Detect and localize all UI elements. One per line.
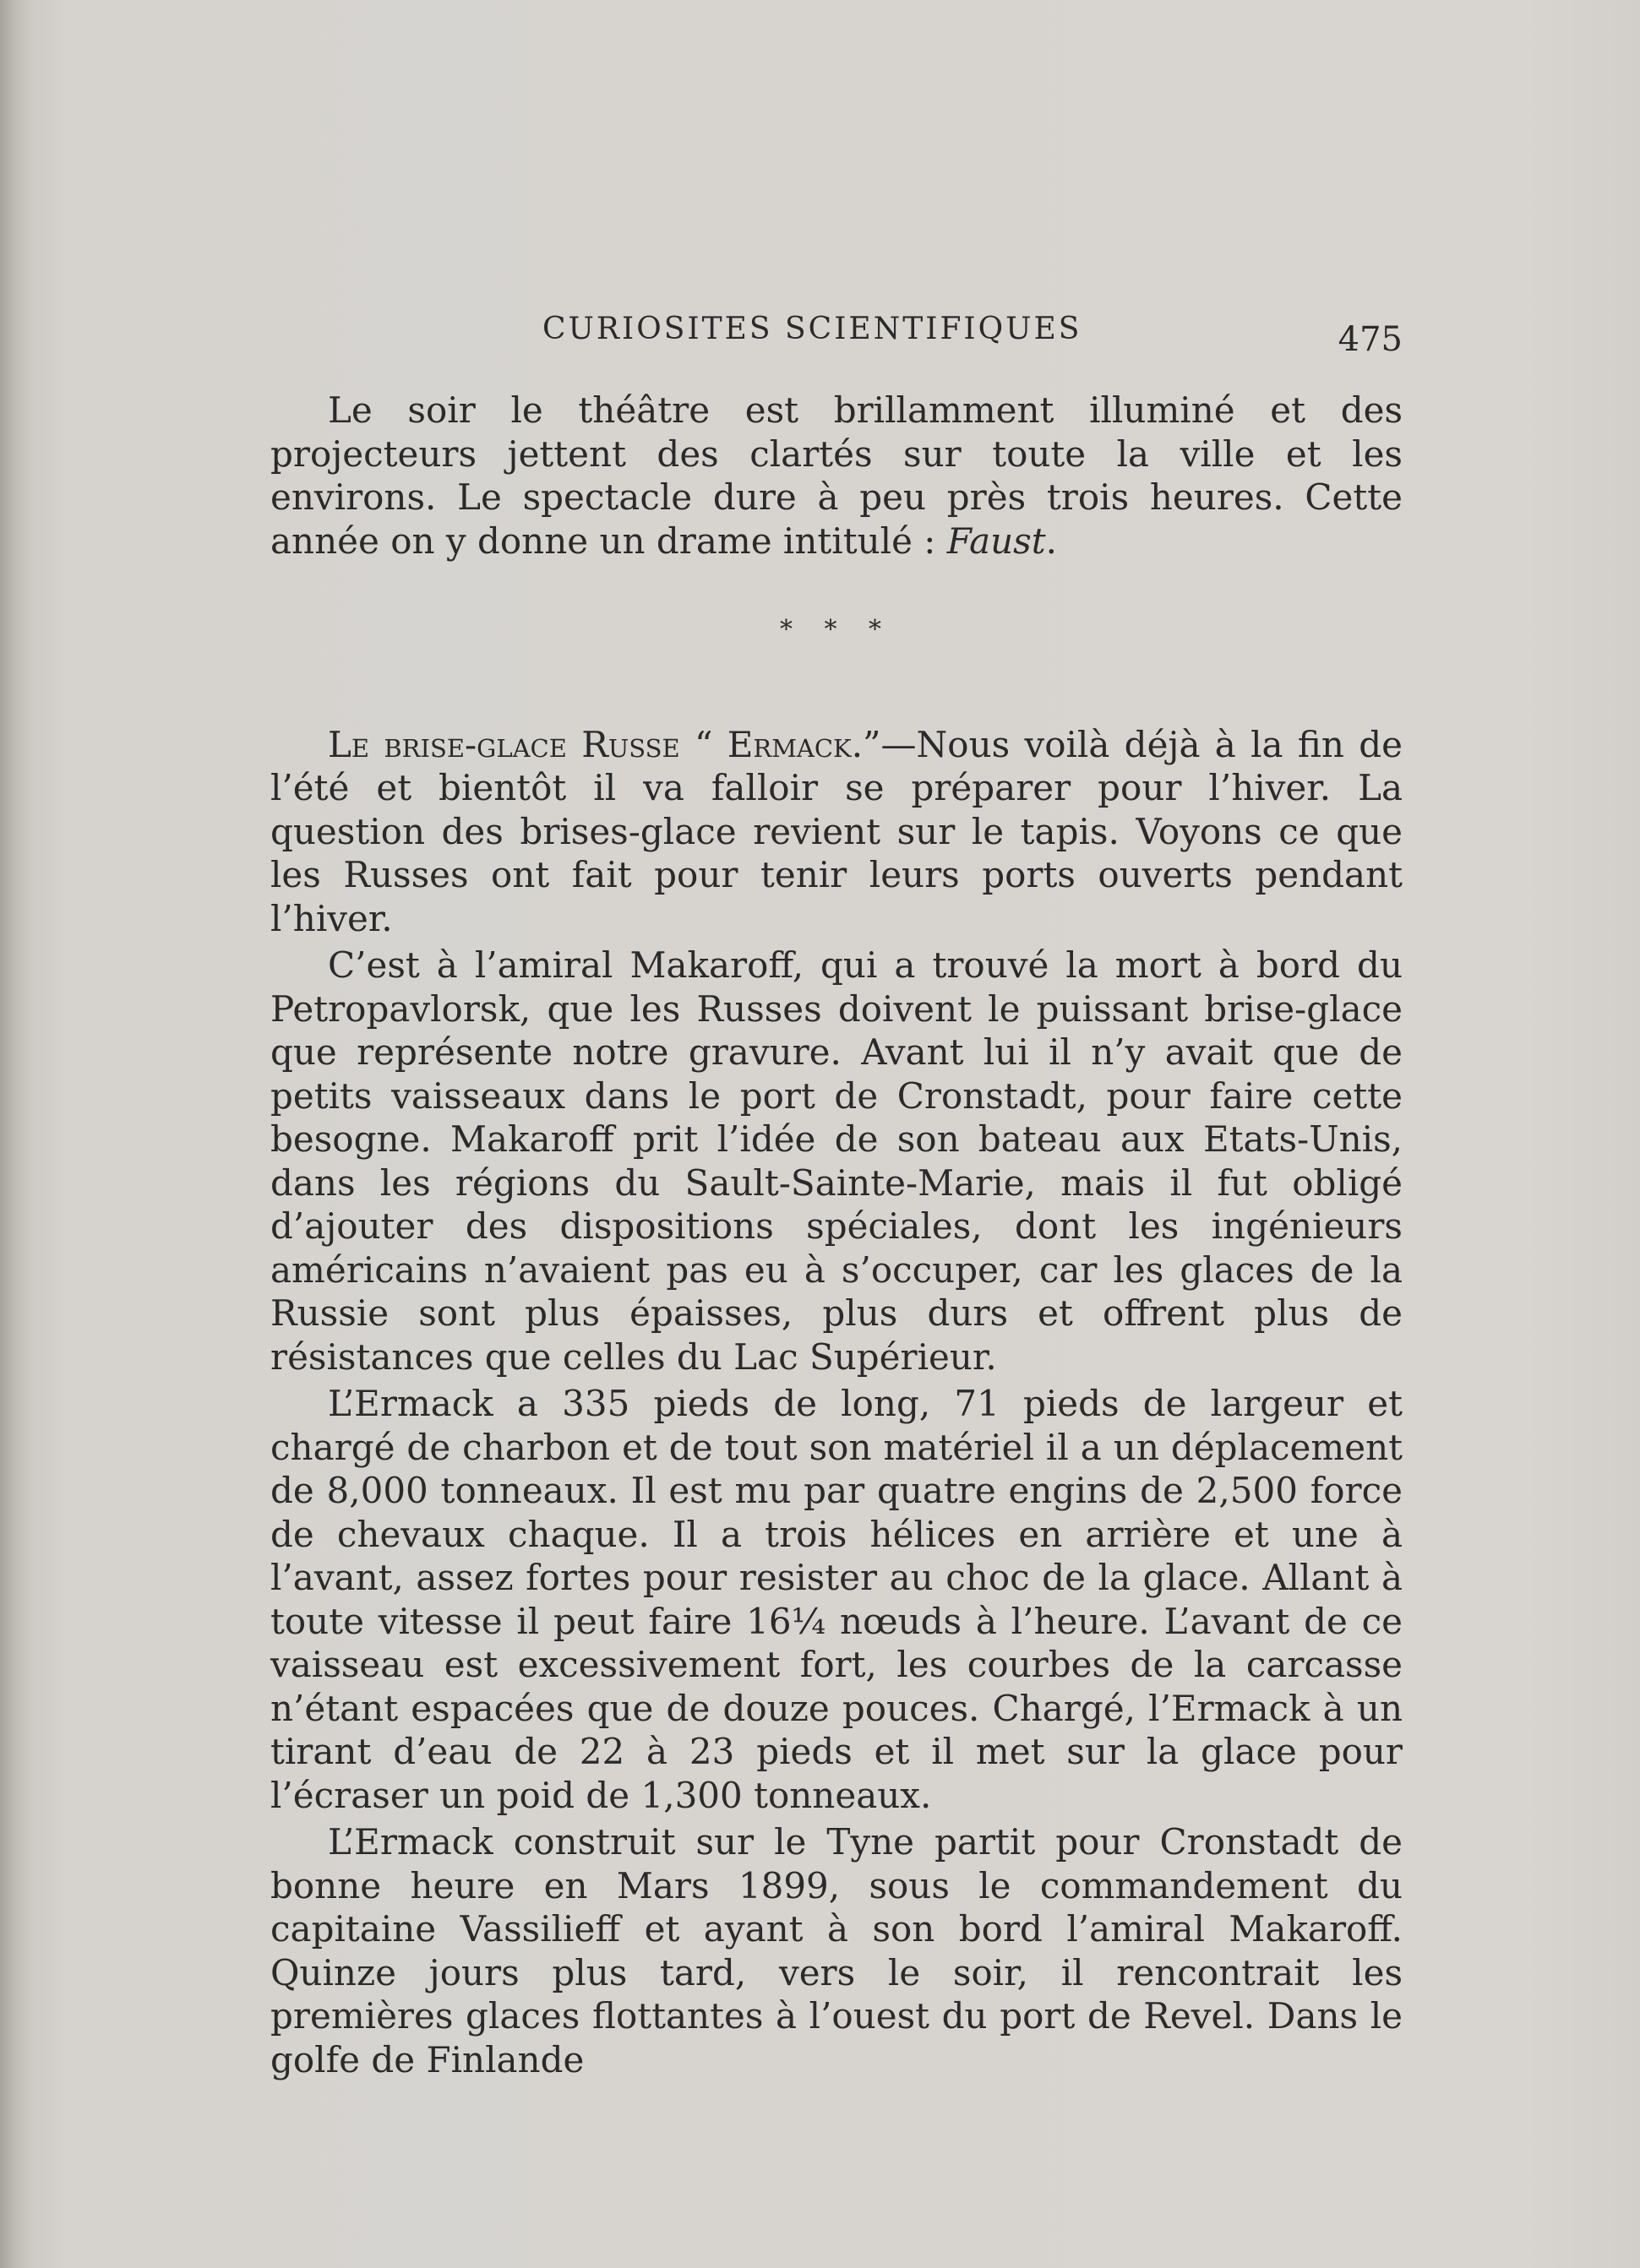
paragraph-icebreaker-intro	[270, 723, 1403, 941]
play-title: Faust	[946, 519, 1046, 562]
paragraph-ermack-voyage: L’Ermack construit sur le Tyne partit pour Cronstadt de bonne heure en Mars 1899, sous le commandement du capitaine Vassilieff et ayant à son bord l’amiral Makaroff. Quinze jours plus tard, vers le soir, il rencontrait les premières glaces flottantes à l’ouest du port de Revel. Dans le golfe de Finlande	[270, 1821, 1403, 2080]
section-separator: * * *	[779, 615, 894, 645]
page-header	[270, 304, 1403, 359]
page-number: 475	[1338, 320, 1403, 359]
paragraph-text: Le soir le théâtre est brillamment illuminé et des projecteurs jettent des clartés sur toute la ville et les environs. Le spectacle dure à peu près trois heures. Cette année on y donne un drame intitulé :	[270, 389, 1403, 562]
section-heading: Le brise-glace Russe “ Ermack.”	[328, 723, 881, 765]
page-body	[270, 389, 1403, 2081]
running-title: CURIOSITES SCIENTIFIQUES	[542, 312, 1082, 346]
paragraph-ermack-specs: L’Ermack a 335 pieds de long, 71 pieds de largeur et chargé de charbon et de tout son matériel il a un déplacement de 8,000 tonneaux. Il est mu par quatre engins de 2,500 force de chevaux chaque. Il a trois hélices en arrière et une à l’avant, assez fortes pour resister au choc de la glace. Allant à toute vitesse il peut faire 16¼ nœuds à l’heure. L’avant de ce vaisseau est excessivement fort, les courbes de la carcasse n’étant espacées que de douze pouces. Chargé, l’Ermack à un tirant d’eau de 22 à 23 pieds et il met sur la glace pour l’écraser un poid de 1,300 tonneaux.	[270, 1383, 1403, 1816]
page-binding-edge	[0, 0, 29, 2268]
paragraph-end: .	[1045, 519, 1057, 562]
paragraph-theatre	[270, 389, 1403, 563]
paragraph-text: —Nous voilà déjà à la fin de l’été et bientôt il va falloir se préparer pour l’hiver. La question des brises-glace revient sur le tapis. Voyons ce que les Russes ont fait pour tenir leurs ports ouverts pendant l’hiver.	[270, 723, 1403, 939]
paragraph-makaroff: C’est à l’amiral Makaroff, qui a trouvé la mort à bord du Petropavlorsk, que les Russes doivent le puissant brise-glace que représente notre gravure. Avant lui il n’y avait que de petits vaisseaux dans le port de Cronstadt, pour faire cette besogne. Makaroff prit l’idée de son bateau aux Etats-Unis, dans les régions du Sault-Sainte-Marie, mais il fut obligé d’ajouter des dispositions spéciales, dont les ingénieurs américains n’avaient pas eu à s’occuper, car les glaces de la Russie sont plus épaisses, plus durs et offrent plus de résistances que celles du Lac Supérieur.	[270, 944, 1403, 1378]
